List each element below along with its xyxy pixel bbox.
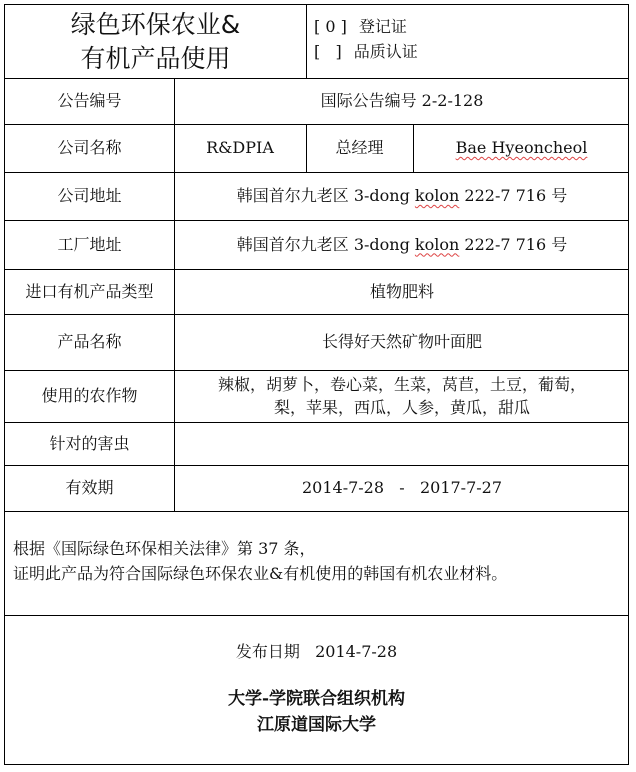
certificate-title	[5, 5, 306, 78]
product-type-value: 植物肥料	[369, 281, 434, 301]
certificate-type-options	[306, 5, 630, 78]
company-name-value: R&DPIA	[206, 138, 274, 158]
option-registration	[314, 15, 407, 40]
manager-name: Bae Hyeoncheol	[455, 138, 588, 158]
factory-address-label: 工厂地址	[57, 234, 122, 254]
crops-line-1: 辣椒，胡萝卜，卷心菜，生菜，莴苣，土豆，葡萄，	[217, 374, 586, 394]
option-label-quality: 品质认证	[353, 41, 418, 61]
title-line-2: 有机产品使用	[80, 43, 231, 73]
certification-statement	[13, 537, 507, 587]
option-quality	[314, 40, 418, 65]
divider	[5, 511, 628, 512]
notice-no-value: 国际公告编号 2-2-128	[320, 91, 484, 111]
company-address-label: 公司地址	[57, 186, 122, 206]
statement-line-1: 根据《国际绿色环保相关法律》第 37 条，	[13, 539, 316, 558]
validity-value: 2014-7-28 - 2017-7-27	[301, 478, 503, 498]
product-name-label: 产品名称	[57, 332, 122, 352]
pests-value	[174, 422, 630, 465]
crops-label: 使用的农作物	[41, 386, 138, 406]
certificate-document	[4, 4, 629, 765]
crops-value	[174, 370, 630, 422]
product-name-value: 长得好天然矿物叶面肥	[321, 332, 482, 352]
company-address-part: 222-7 716 号	[459, 186, 568, 206]
factory-address-value	[174, 220, 630, 269]
checkbox-quality: [ ]	[314, 41, 342, 61]
issuing-university: 江原道国际大学	[257, 715, 376, 735]
pests-label: 针对的害虫	[49, 433, 130, 453]
factory-address-part: 222-7 716 号	[459, 234, 568, 254]
product-type-label: 进口有机产品类型	[25, 281, 154, 301]
notice-no-label: 公告编号	[57, 91, 122, 111]
company-address-part: 韩国首尔九老区 3-dong	[236, 186, 415, 206]
issuing-organization: 大学-学院联合组织机构	[227, 689, 406, 709]
company-address-part: kolon	[414, 186, 460, 206]
manager-value	[413, 124, 630, 172]
option-label-registration: 登记证	[358, 17, 407, 36]
issue-date: 发布日期 2014-7-28	[235, 642, 398, 661]
company-address-value	[174, 172, 630, 220]
title-line-1: 绿色环保农业&	[70, 9, 241, 39]
factory-address-part: 韩国首尔九老区 3-dong	[236, 234, 415, 254]
validity-label: 有效期	[65, 478, 114, 498]
crops-line-2: 梨，苹果，西瓜，人参，黄瓜，甜瓜	[273, 398, 530, 417]
factory-address-part: kolon	[414, 234, 460, 254]
company-name-label: 公司名称	[57, 138, 122, 158]
statement-line-2: 证明此产品为符合国际绿色环保农业&有机使用的韩国有机农业材料。	[13, 563, 508, 583]
divider	[5, 615, 628, 616]
checkbox-registration: [ 0 ]	[314, 17, 347, 36]
manager-label: 总经理	[335, 138, 384, 158]
